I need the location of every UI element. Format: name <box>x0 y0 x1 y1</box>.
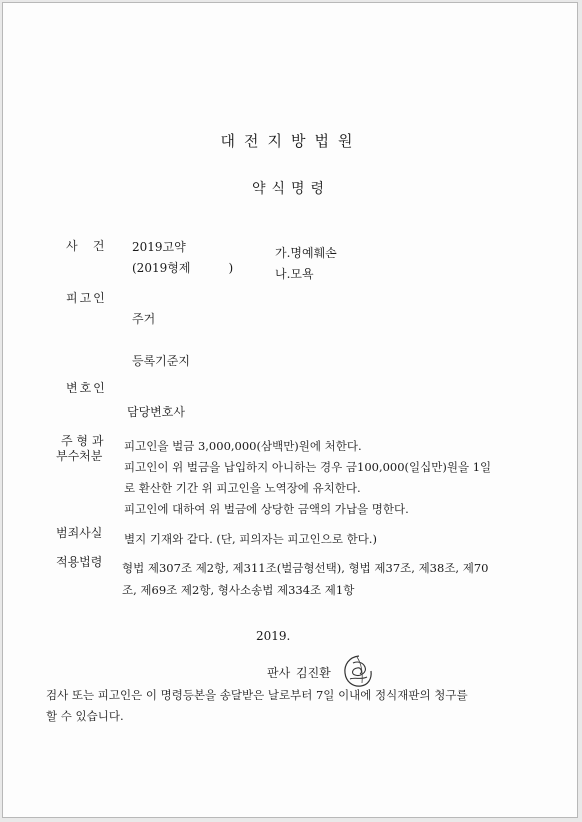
charge-item: 가.명예훼손 <box>275 246 337 260</box>
case-label: 사 건 <box>66 239 105 253</box>
sentence-line: 피고인에 대하여 위 벌금에 상당한 금액의 가납을 명한다. <box>124 502 409 516</box>
facts-text: 별지 기재와 같다. (단, 피의자는 피고인으로 한다.) <box>124 532 377 546</box>
address-label: 주거 <box>132 312 156 326</box>
appeal-notice-line: 검사 또는 피고인은 이 명령등본을 송달받은 날로부터 7일 이내에 정식재판의 청구를 <box>46 688 468 702</box>
statutes-label: 적용법령 <box>56 555 103 569</box>
sentence-line: 피고인이 위 벌금을 납입하지 아니하는 경우 금100,000(일십만)원을 1일 <box>124 460 492 474</box>
attorney-label: 담당변호사 <box>127 405 185 419</box>
sentence-line: 피고인을 벌금 3,000,000(삼백만)원에 처한다. <box>124 439 362 453</box>
document-title: 약식명령 <box>251 181 331 197</box>
registered-domicile-label: 등록기준지 <box>132 354 190 368</box>
sentence-label: 주 형 과 <box>61 434 104 448</box>
order-date: 2019. <box>256 629 291 643</box>
judge-seal-signature <box>341 653 375 689</box>
court-name: 대전지방법원 <box>220 132 362 150</box>
case-number: 2019고약 <box>132 240 186 254</box>
statute-line: 조, 제69조 제2항, 형사소송법 제334조 제1항 <box>122 583 355 597</box>
judge-title: 판사 <box>267 666 291 680</box>
prosecution-number: (2019형제 ) <box>132 261 234 275</box>
judge-name: 김진환 <box>296 666 331 680</box>
counsel-label: 변호인 <box>66 381 107 395</box>
sentence-label: 부수처분 <box>56 449 103 463</box>
defendant-label: 피고인 <box>66 291 107 305</box>
appeal-notice-line: 할 수 있습니다. <box>46 709 124 723</box>
charge-item: 나.모욕 <box>275 267 314 281</box>
statute-line: 형법 제307조 제2항, 제311조(벌금형선택), 형법 제37조, 제38조, 제70 <box>122 561 489 575</box>
sentence-line: 로 환산한 기간 위 피고인을 노역장에 유치한다. <box>124 481 361 495</box>
document-page <box>2 2 578 818</box>
facts-label: 범죄사실 <box>56 526 103 540</box>
